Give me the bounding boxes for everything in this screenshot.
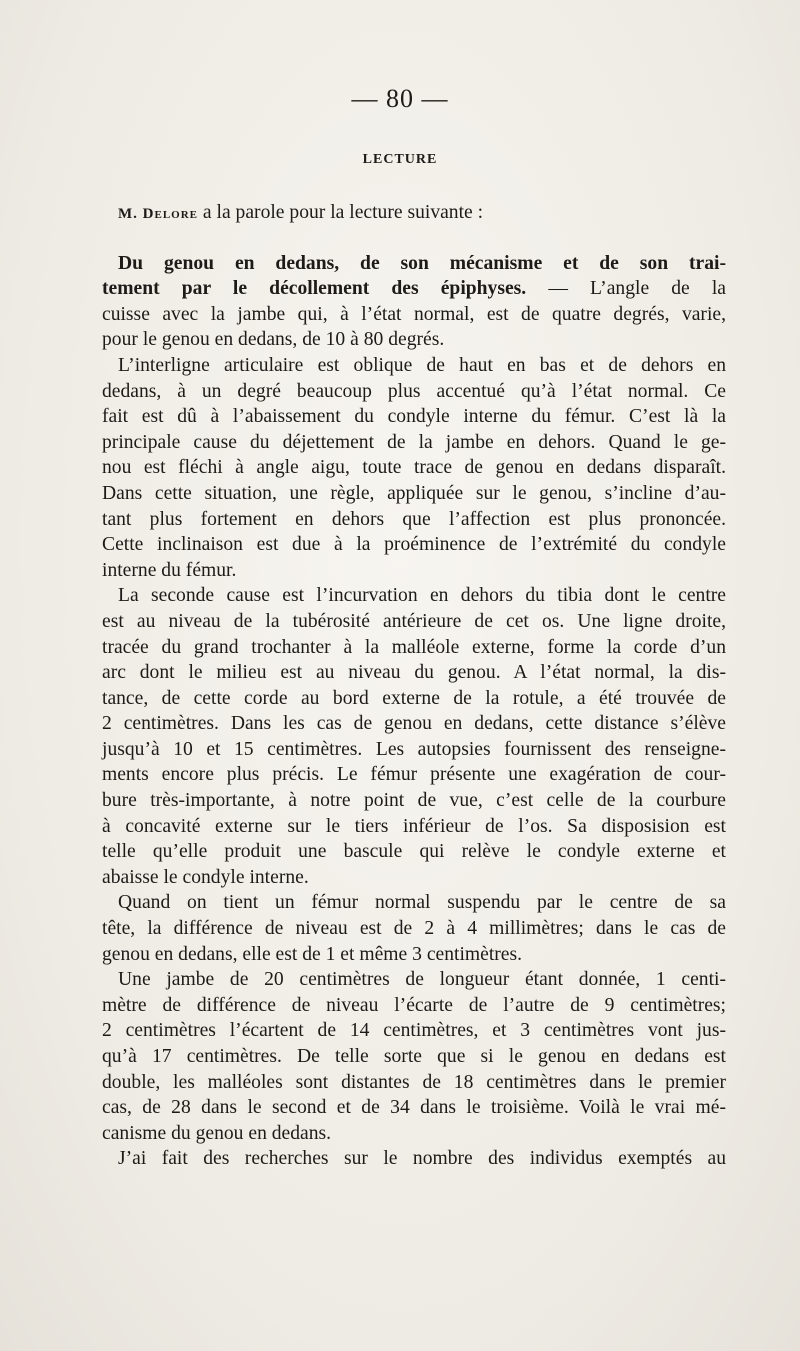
line-text: tracée du grand trochanter à la malléole externe, forme la corde d’un	[102, 636, 726, 658]
line-text: cuisse avec la jambe qui, à l’état normal, est de quatre degrés, varie,	[102, 303, 726, 325]
text-line	[102, 609, 726, 635]
text-line	[102, 430, 726, 456]
section-heading: LECTURE	[362, 152, 438, 167]
text-line	[102, 353, 726, 379]
line-text: ments encore plus précis. Le fémur présente une exagération de cour-	[102, 764, 726, 786]
text-line	[102, 711, 726, 737]
text-line	[102, 865, 726, 891]
line-text: Dans cette situation, une règle, appliquée sur le genou, s’incline d’au-	[102, 482, 726, 504]
line-text: Cette inclinaison est due à la proéminence de l’extrémité du condyle	[102, 534, 726, 556]
text-line	[102, 1044, 726, 1070]
line-text: jusqu’à 10 et 15 centimètres. Les autopsies fournissent des renseigne-	[102, 738, 726, 760]
text-line	[102, 686, 726, 712]
text-line	[102, 1146, 726, 1172]
line-text: cas, de 28 dans le second et de 34 dans le troisième. Voilà le vrai mé-	[102, 1097, 726, 1119]
line-text: J’ai fait des recherches sur le nombre des individus exemptés au	[118, 1148, 726, 1170]
text-line	[102, 455, 726, 481]
text-line	[102, 762, 726, 788]
line-text: tête, la différence de niveau est de 2 à 4 millimètres; dans le cas de	[102, 918, 726, 940]
text-line	[102, 379, 726, 405]
speaker-name: M. Delore	[118, 206, 199, 222]
text-line	[102, 404, 726, 430]
line-text: abaisse le condyle interne.	[102, 866, 309, 888]
body-text	[102, 200, 726, 1172]
line-text: 2 centimètres. Dans les cas de genou en dedans, cette distance s’élève	[102, 713, 726, 735]
line-text: est au niveau de la tubérosité antérieure de cet os. Une ligne droite,	[102, 610, 726, 632]
line-text: pour le genou en dedans, de 10 à 80 degrés.	[102, 329, 445, 351]
line-text: telle qu’elle produit une bascule qui relève le condyle externe et	[102, 841, 726, 863]
page-number: — 80 —	[351, 84, 449, 113]
text-line	[102, 1018, 726, 1044]
line-text: qu’à 17 centimètres. De telle sorte que si le genou en dedans est	[102, 1046, 726, 1067]
line-text: genou en dedans, elle est de 1 et même 3 centimètres.	[102, 943, 523, 965]
text-line	[102, 1121, 726, 1147]
text-line	[102, 481, 726, 507]
text-line	[102, 890, 726, 916]
text-line	[102, 251, 726, 277]
line-text: mètre de différence de niveau l’écarte de l’autre de 9 centimètres;	[102, 994, 726, 1016]
text-line	[102, 993, 726, 1019]
text-line	[102, 558, 726, 584]
spacer	[102, 228, 726, 251]
line-text: bure très-importante, à notre point de vue, c’est celle de la courbure	[102, 790, 726, 812]
line-text: tant plus fortement en dehors que l’affection est plus prononcée.	[102, 508, 726, 530]
article-title: Du genou en dedans, de son mécanisme et de son trai-	[118, 252, 726, 274]
text-line	[102, 1095, 726, 1121]
text-line	[102, 302, 726, 328]
text-line	[102, 660, 726, 686]
text-line	[102, 276, 726, 302]
line-text: interne du fémur.	[102, 559, 237, 581]
line-text: à concavité externe sur le tiers inférieur de l’os. Sa disposision est	[102, 815, 726, 837]
line-text: canisme du genou en dedans.	[102, 1122, 332, 1144]
line-text: tance, de cette corde au bord externe de la rotule, a été trouvée de	[102, 687, 726, 709]
text-line	[102, 635, 726, 661]
line-text: double, les malléoles sont distantes de 18 centimètres dans le premier	[102, 1071, 726, 1093]
text-line	[102, 942, 726, 968]
text-line	[102, 737, 726, 763]
line-text: fait est dû à l’abaissement du condyle interne du fémur. C’est là la	[102, 406, 726, 428]
text-line	[102, 967, 726, 993]
text-line	[102, 507, 726, 533]
text-line	[102, 532, 726, 558]
text-line	[102, 839, 726, 865]
line-text: — L’angle de la	[526, 278, 726, 300]
line-text: nou est fléchi à angle aigu, toute trace de genou en dedans disparaît.	[102, 457, 726, 479]
line-text: arc dont le milieu est au niveau du genou. A l’état normal, la dis-	[102, 662, 726, 684]
text-line	[102, 583, 726, 609]
line-text: principale cause du déjettement de la jambe en dehors. Quand le ge-	[102, 431, 726, 453]
text-line	[102, 814, 726, 840]
line-text: 2 centimètres l’écartent de 14 centimètres, et 3 centimètres vont jus-	[102, 1020, 726, 1042]
intro-text: a la parole pour la lecture suivante :	[198, 202, 484, 223]
article-title: tement par le décollement des épiphyses.	[102, 278, 527, 300]
text-line	[102, 1070, 726, 1096]
text-line	[102, 788, 726, 814]
text-line	[102, 327, 726, 353]
text-line	[102, 916, 726, 942]
intro-line	[102, 200, 726, 228]
line-text: dedans, à un degré beaucoup plus accentué qu’à l’état normal. Ce	[102, 380, 726, 402]
line-text: Quand on tient un fémur normal suspendu par le centre de sa	[118, 892, 726, 914]
line-text: L’interligne articulaire est oblique de haut en bas et de dehors en	[118, 354, 726, 376]
line-text: Une jambe de 20 centimètres de longueur étant donnée, 1 centi-	[118, 969, 726, 991]
line-text: La seconde cause est l’incurvation en dehors du tibia dont le centre	[118, 585, 726, 607]
